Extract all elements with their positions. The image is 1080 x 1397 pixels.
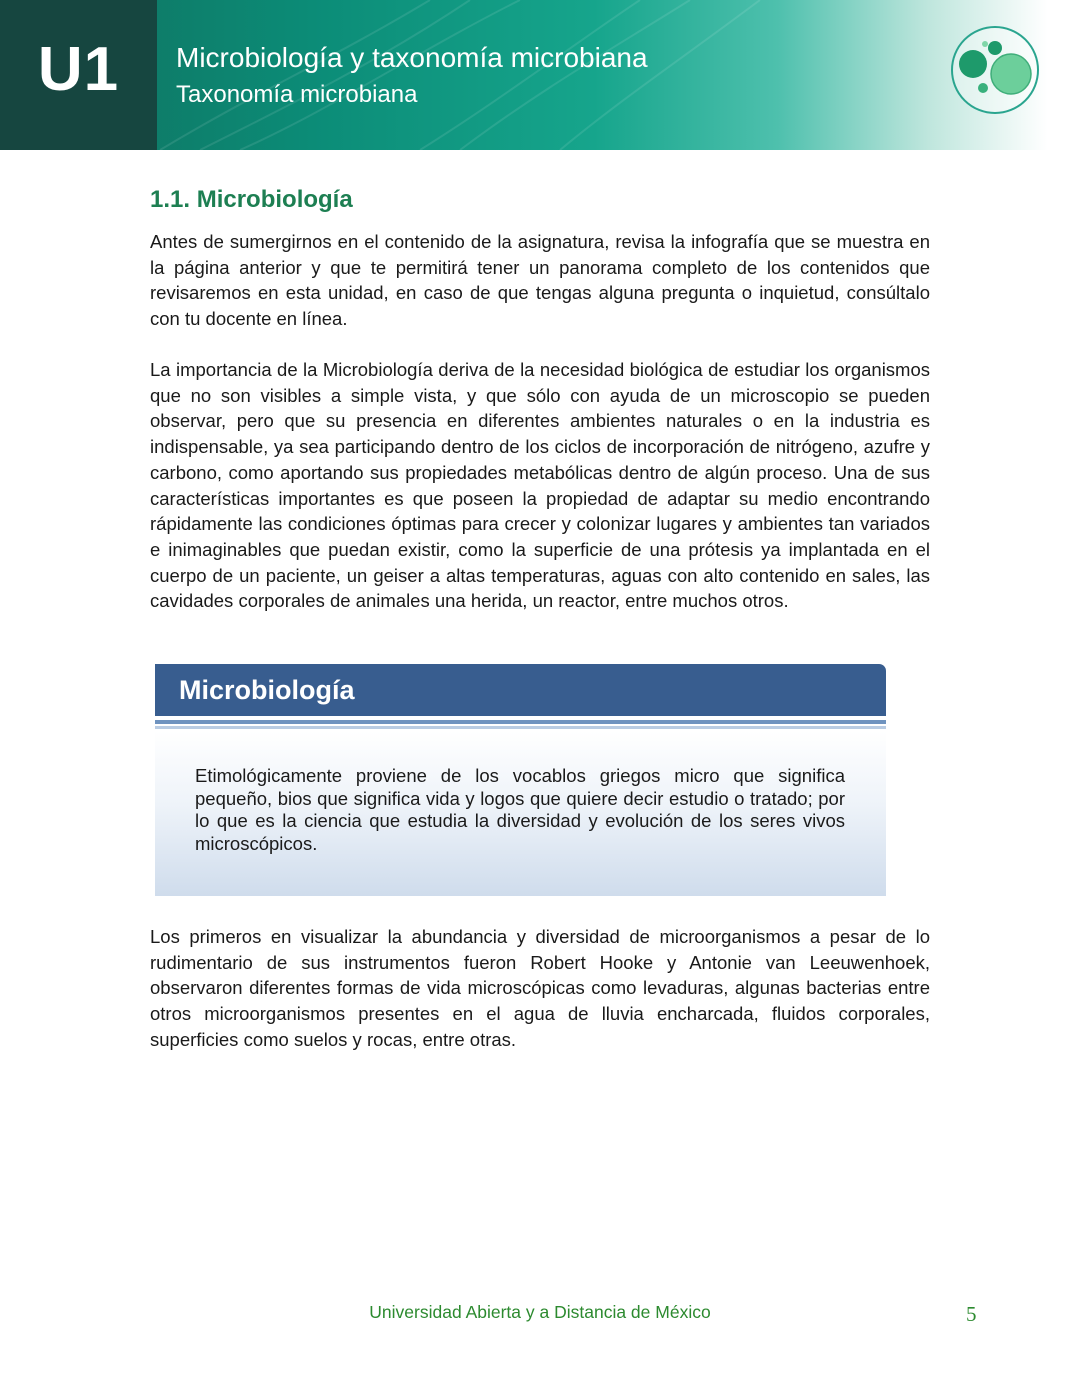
banner-texture — [0, 0, 1080, 150]
definition-box-body — [155, 731, 886, 896]
definition-box-title: Microbiología — [179, 675, 355, 705]
footer-institution: Universidad Abierta y a Distancia de México — [369, 1302, 711, 1322]
definition-box — [155, 664, 886, 896]
paragraph-intro: Antes de sumergirnos en el contenido de la asignatura, revisa la infografía que se muestra en la página anterior y que te permitirá tener un panorama completo de los contenidos que revisaremos en esta unidad, en caso de que tengas alguna pregunta o inquietud, consúltalo con tu docente en línea. — [150, 231, 930, 330]
header-banner — [0, 0, 1080, 150]
unit-label: U1 — [37, 34, 120, 104]
course-title: Microbiología y taxonomía microbiana — [176, 42, 648, 73]
section-heading: 1.1. Microbiología — [150, 186, 353, 213]
definition-text: Etimológicamente proviene de los vocablos griegos micro que significa pequeño, bios que significa vida y logos que quiere decir estudio o tratado; por lo que es la ciencia que estudia la diversidad y evolución de los seres vivos microscópicos. — [195, 765, 845, 854]
definition-box-divider — [155, 720, 886, 724]
paragraph-importance: La importancia de la Microbiología deriva de la necesidad biológica de estudiar los organismos que no son visibles a simple vista, y que sólo con ayuda de un microscopio se pueden observar, pero que su presencia en diferentes ambientes naturales o en la industria es indispensable, ya sea participando dentro de los ciclos de incorporación de nitrógeno, azufre y carbono, como aportando sus propiedades metabólicas dentro de algún proceso. Una de sus características importantes es que poseen la propiedad de adaptar su medio encontrando rápidamente las condiciones óptimas para crecer y colonizar lugares y ambientes tan variados e inimaginables que puedan existir, como la superficie de una prótesis ya implantada en el cuerpo de un paciente, un geiser a altas temperaturas, aguas con alto contenido en sales, las cavidades corporales de animales una herida, un reactor, entre muchos otros. — [150, 359, 930, 612]
page-number: 5 — [966, 1302, 977, 1326]
paragraph-history: Los primeros en visualizar la abundancia y diversidad de microorganismos a pesar de lo rudimentario de sus instrumentos fueron Robert Hooke y Antonie van Leeuwenhoek, observaron diferentes formas de vida microscópicas como levaduras, algunas bacterias entre otros microorganismos presentes en el agua de lluvia encharcada, fluidos corporales, superficies como suelos y rocas, entre otras. — [150, 926, 930, 1050]
microorganism-logo-icon — [945, 20, 1045, 120]
definition-box-header — [155, 664, 886, 716]
unit-badge — [0, 0, 157, 150]
definition-box-divider-light — [155, 726, 886, 729]
course-subtitle: Taxonomía microbiana — [176, 81, 418, 108]
